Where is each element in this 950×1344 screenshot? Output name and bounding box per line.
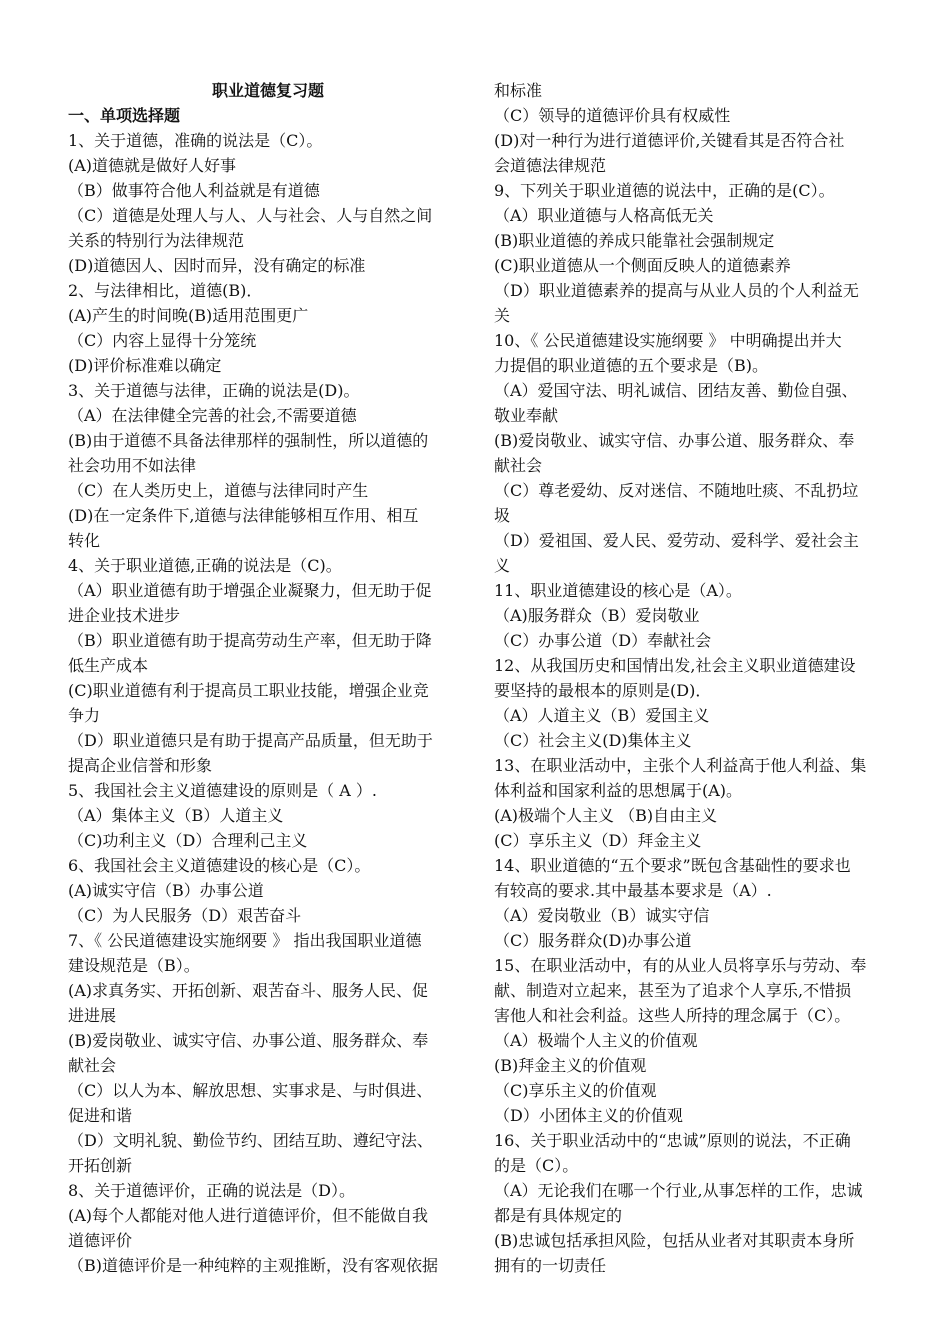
text-line: （B）做事符合他人利益就是有道德 [68,181,320,200]
text-line: （A）职业道德有助于增强企业凝聚力，但无助于促 [68,581,432,600]
text-line: 要坚持的最根本的原则是(D)． [494,681,712,700]
text-line: 献、制造对立起来，甚至为了追求个人享乐,不惜损 [494,981,852,1000]
right-column-lines [494,78,886,1278]
left-column [68,78,460,1278]
text-line: (B)职业道德的养成只能靠社会强制规定 [494,231,775,250]
text-line: 关 [494,306,511,325]
text-line: (A)产生的时间晚(B)适用范围更广 [68,306,309,325]
text-line: （A）爱国守法、明礼诚信、团结友善、勤俭自强、 [494,381,858,400]
text-line: 提高企业信誉和形象 [68,756,213,775]
text-line: 1、关于道德，准确的说法是（C）。 [68,131,323,150]
text-line: (B)忠诚包括承担风险，包括从业者对其职责本身所 [494,1231,855,1250]
text-line: 转化 [68,531,101,550]
text-line: 2、与法律相比，道德(B)． [68,281,263,300]
text-line: 6、我国社会主义道德建设的核心是（C）。 [68,856,371,875]
text-line: （D）小团体主义的价值观 [494,1106,683,1125]
text-line: 社会功用不如法律 [68,456,197,475]
text-line: 15、在职业活动中，有的从业人员将享乐与劳动、奉 [494,956,867,975]
text-line: (A)道德就是做好人好事 [68,156,237,175]
section-heading: 一、单项选择题 [68,106,181,125]
text-line: （C）内容上显得十分笼统 [68,331,257,350]
text-line: 体利益和国家利益的思想属于(A)。 [494,781,743,800]
text-line: (D)对一种行为进行道德评价,关键看其是否符合社 [494,131,845,150]
text-line: (D)在一定条件下,道德与法律能够相互作用、相互 [68,506,419,525]
left-column-lines [68,103,460,1278]
right-column [494,78,886,1278]
text-line: (B)爱岗敬业、诚实守信、办事公道、服务群众、奉 [494,431,855,450]
text-line: （A）极端个人主义的价值观 [494,1031,698,1050]
text-line: （D）职业道德只是有助于提高产品质量，但无助于 [68,731,433,750]
text-line: （A）在法律健全完善的社会,不需要道德 [68,406,357,425]
text-line: 16、关于职业活动中的“忠诚”原则的说法，不正确 [494,1131,851,1150]
text-line: (D)评价标准难以确定 [68,356,222,375]
text-line: （D）文明礼貌、勤俭节约、团结互助、遵纪守法、 [68,1131,433,1150]
text-line: (A)每个人都能对他人进行道德评价，但不能做自我 [68,1206,429,1225]
text-line: 14、职业道德的“五个要求”既包含基础性的要求也 [494,856,851,875]
text-line: 建设规范是（B）。 [68,956,200,975]
text-line: （C）为人民服务（D）艰苦奋斗 [68,906,302,925]
text-line: 8、关于道德评价，正确的说法是（D）。 [68,1181,356,1200]
text-line: （C）道德是处理人与人、人与社会、人与自然之间 [68,206,433,225]
text-line: （B)道德评价是一种纯粹的主观推断，没有客观依据 [68,1256,439,1275]
text-line: 力提倡的职业道德的五个要求是（B)。 [494,356,769,375]
text-line: 道德评价 [68,1231,133,1250]
text-line: （C）服务群众(D)办事公道 [494,931,692,950]
text-line: 献社会 [494,456,543,475]
text-line: （B）职业道德有助于提高劳动生产率，但无助于降 [68,631,432,650]
text-line: 害他人和社会利益。这些人所持的理念属于（C）。 [494,1006,851,1025]
text-line: 10、《 公民道德建设实施纲要 》 中明确提出并大 [494,331,842,350]
text-line: 的是（C）。 [494,1156,579,1175]
text-line: （A）集体主义（B）人道主义 [68,806,284,825]
text-line: 进进展 [68,1006,117,1025]
text-line: (A)求真务实、开拓创新、艰苦奋斗、服务人民、促 [68,981,429,1000]
text-line: (B)拜金主义的价值观 [494,1056,647,1075]
text-line: （C）办事公道（D）奉献社会 [494,631,712,650]
text-line: 5、我国社会主义道德建设的原则是（ A ）. [68,781,377,800]
text-line: （C）尊老爱幼、反对迷信、不随地吐痰、不乱扔垃 [494,481,859,500]
text-line: （A）人道主义（B）爱国主义 [494,706,710,725]
text-line: 7、《 公民道德建设实施纲要 》 指出我国职业道德 [68,931,422,950]
text-line: 开拓创新 [68,1156,133,1175]
text-line: 都是有具体规定的 [494,1206,623,1225]
text-line: (C）享乐主义（D）拜金主义 [494,831,702,850]
text-line: 4、关于职业道德,正确的说法是（C)。 [68,556,342,575]
text-line: 敬业奉献 [494,406,559,425]
text-line: 低生产成本 [68,656,149,675]
text-line: 12、从我国历史和国情出发,社会主义职业道德建设 [494,656,856,675]
text-line: 进企业技术进步 [68,606,181,625]
text-line: 圾 [494,506,511,525]
text-line: 会道德法律规范 [494,156,607,175]
text-line: 9、下列关于职业道德的说法中，正确的是(C）。 [494,181,835,200]
text-line: （D）爱祖国、爱人民、爱劳动、爱科学、爱社会主 [494,531,859,550]
text-line: (B)爱岗敬业、诚实守信、办事公道、服务群众、奉 [68,1031,429,1050]
text-line: （D）职业道德素养的提高与从业人员的个人利益无 [494,281,859,300]
text-line: （C）领导的道德评价具有权威性 [494,106,731,125]
text-line: （C）在人类历史上，道德与法律同时产生 [68,481,369,500]
text-line: 13、在职业活动中，主张个人利益高于他人利益、集 [494,756,867,775]
text-line: 争力 [68,706,101,725]
text-line: （A)服务群众（B）爱岗敬业 [494,606,700,625]
text-line: 献社会 [68,1056,117,1075]
text-line: 拥有的一切责任 [494,1256,607,1275]
text-line: （A）无论我们在哪一个行业,从事怎样的工作，忠诚 [494,1181,863,1200]
text-line: （A）职业道德与人格高低无关 [494,206,714,225]
text-line: 关系的特别行为法律规范 [68,231,245,250]
document-title: 职业道德复习题 [211,81,324,100]
text-line: （C）社会主义(D)集体主义 [494,731,692,750]
text-line: (D)道德因人、因时而异，没有确定的标准 [68,256,366,275]
text-line: (B)由于道德不具备法律那样的强制性，所以道德的 [68,431,429,450]
text-line: (C)职业道德从一个侧面反映人的道德素养 [494,256,791,275]
text-line: 3、关于道德与法律，正确的说法是(D)。 [68,381,360,400]
text-line: 促进和谐 [68,1106,133,1125]
text-line: 11、职业道德建设的核心是（A）。 [494,581,742,600]
text-line: （C)功利主义（D）合理利己主义 [68,831,308,850]
text-line: 义 [494,556,511,575]
text-line: （C）以人为本、解放思想、实事求是、与时俱进、 [68,1081,433,1100]
text-line: (C)职业道德有利于提高员工职业技能，增强企业竞 [68,681,429,700]
text-line: （A）爱岗敬业（B）诚实守信 [494,906,710,925]
text-line: 和标准 [494,81,543,100]
text-line: (A)诚实守信（B）办事公道 [68,881,264,900]
text-line: (A)极端个人主义 （B)自由主义 [494,806,718,825]
text-line: 有较高的要求.其中最基本要求是（A）. [494,881,772,900]
text-line: （C)享乐主义的价值观 [494,1081,657,1100]
